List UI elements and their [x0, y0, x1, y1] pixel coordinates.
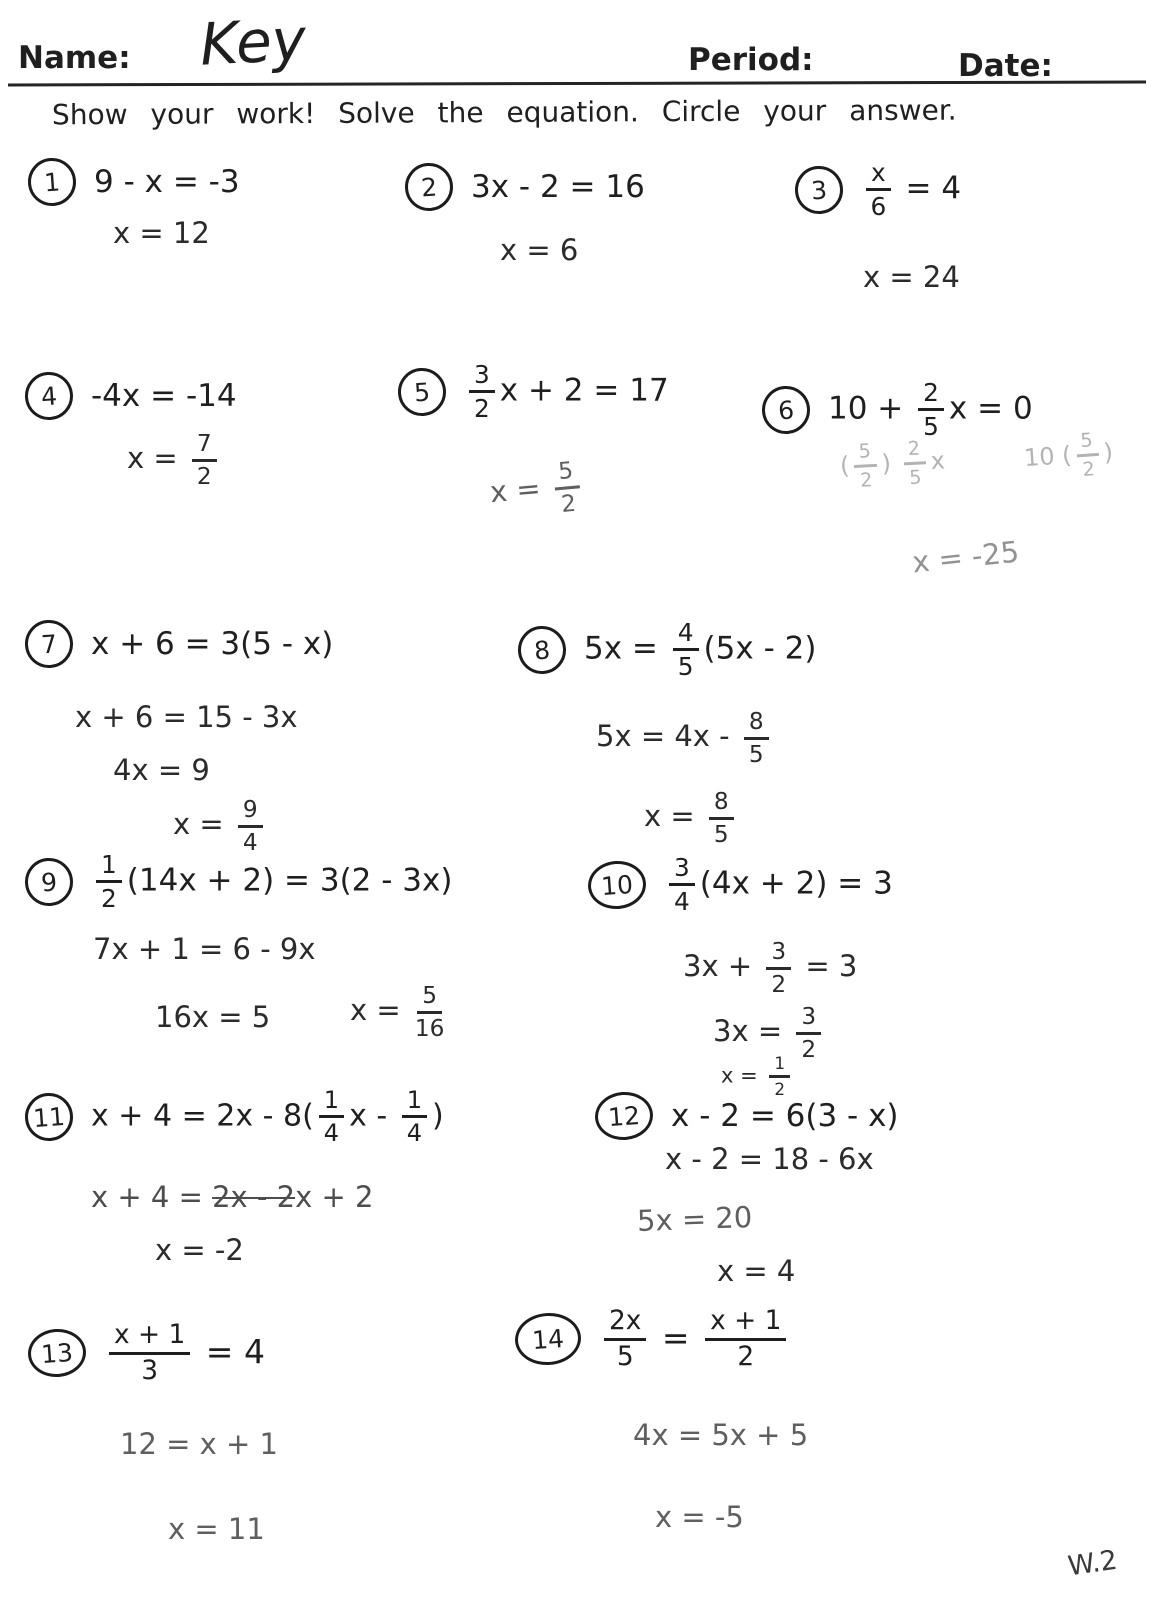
instruction-text: Show your work! Solve the equation. Circle your answer. [51, 93, 957, 132]
problem-10 [588, 853, 893, 1100]
problem-8-work-line-1: 5x = 4x - $\frac{8}{5}$ [596, 710, 774, 766]
problem-14-number-circled: 14 [513, 1311, 582, 1367]
problem-7-number-circled: 7 [23, 618, 74, 669]
problem-14-work-line-1: 4x = 5x + 5 [633, 1418, 809, 1452]
date-label: Date: [958, 48, 1053, 84]
problem-7-answer: x = $\frac{9}{4}$ [173, 798, 268, 854]
problem-14-statement [515, 1305, 791, 1372]
problem-6-work-line-2: 10 ( $\frac{5}{2}$ ) [1023, 428, 1114, 481]
problem-4-equation: -4x = -14 [91, 378, 237, 414]
problem-11-number-circled: 11 [23, 1091, 74, 1142]
problem-7-equation: x + 6 = 3(5 - x) [91, 626, 334, 662]
problem-4-answer: x = $\frac{7}{2}$ [127, 432, 222, 488]
problem-10-work-line-2: 3x = $\frac{3}{2}$ [713, 1005, 826, 1061]
problem-8-equation: 5x = $\frac{4}{5}$ (5x - 2) [584, 618, 817, 682]
problem-9-work-line-2: 16x = 5 [155, 1000, 271, 1034]
problem-6-number-circled: 6 [760, 384, 811, 435]
problem-1-number-circled: 1 [26, 156, 77, 207]
problem-1 [28, 158, 240, 250]
problem-14-equation: $\frac{2x}{5}$ = $\frac{x + 1}{2}$ [599, 1308, 791, 1371]
problem-6-work-line-1: ( $\frac{5}{2}$ ) $\frac{2}{5}$ x [839, 436, 946, 492]
problem-2-number-circled: 2 [403, 161, 454, 212]
problem-6 [762, 378, 1114, 580]
problem-13-equation: $\frac{x + 1}{3}$ = 4 [104, 1322, 265, 1385]
problem-3-equation: $\frac{x}{6}$ = 4 [861, 160, 961, 220]
problem-5-number-circled: 5 [396, 366, 447, 417]
problem-12-statement [595, 1092, 899, 1140]
problem-2 [405, 163, 645, 267]
problem-14-answer: x = -5 [655, 1500, 744, 1534]
problem-10-number-circled: 10 [586, 859, 647, 911]
problem-3-answer: x = 24 [863, 260, 960, 294]
name-label: Name: [18, 40, 131, 76]
problem-4-number-circled: 4 [23, 370, 74, 421]
problem-1-answer: x = 12 [113, 216, 210, 250]
problem-3-number-circled: 3 [793, 164, 844, 215]
problem-9-statement [25, 852, 452, 912]
problem-2-equation: 3x - 2 = 16 [471, 169, 645, 205]
problem-6-equation: 10 + $\frac{2}{5}$ x = 0 [828, 378, 1033, 442]
problem-13 [28, 1319, 278, 1546]
problem-8-number-circled: 8 [516, 624, 567, 675]
problem-2-answer: x = 6 [500, 233, 579, 267]
problem-8 [518, 618, 817, 848]
problem-5-answer: x = $\frac{5}{2}$ [488, 458, 587, 522]
problem-11-equation: x + 4 = 2x - 8( $\frac{1}{4}$ x - $\frac{1}{4}$ ) [91, 1086, 444, 1148]
problem-8-answer: x = $\frac{8}{5}$ [644, 790, 739, 846]
problem-13-statement [28, 1319, 265, 1386]
problem-12-number-circled: 12 [593, 1090, 654, 1142]
problem-5 [398, 360, 669, 518]
problem-7-work-line-2: 4x = 9 [113, 753, 210, 787]
name-underline [8, 81, 1146, 87]
period-label: Period: [688, 42, 814, 78]
problem-4-statement [25, 372, 237, 420]
problem-7 [25, 620, 334, 856]
problem-7-statement [25, 620, 333, 668]
problem-11-statement [25, 1088, 444, 1146]
problem-2-statement [405, 163, 645, 211]
problem-9-equation: $\frac{1}{2}$ (14x + 2) = 3(2 - 3x) [91, 852, 452, 912]
page-corner-note: W.2 [1066, 1544, 1120, 1583]
problem-10-equation: $\frac{3}{4}$ (4x + 2) = 3 [664, 855, 893, 915]
problem-6-answer: x = -25 [910, 534, 1021, 580]
problem-6-statement [762, 380, 1033, 440]
problem-12-equation: x - 2 = 6(3 - x) [671, 1098, 899, 1134]
problem-1-statement [28, 158, 240, 206]
problem-5-statement [398, 362, 669, 422]
problem-12-work-line-1: x - 2 = 18 - 6x [665, 1142, 874, 1176]
problem-3-statement [795, 160, 961, 220]
problem-7-work-line-1: x + 6 = 15 - 3x [75, 700, 298, 734]
problem-1-equation: 9 - x = -3 [94, 164, 240, 200]
problem-5-equation: $\frac{3}{2}$ x + 2 = 17 [464, 362, 669, 422]
problem-9-work-line-1: 7x + 1 = 6 - 9x [93, 932, 316, 966]
problem-4 [25, 372, 237, 490]
problem-9-number-circled: 9 [23, 856, 74, 907]
problem-10-statement [588, 855, 893, 915]
problem-11-answer: x = -2 [155, 1233, 244, 1267]
name-handwritten: Key [198, 5, 308, 79]
problem-14 [515, 1305, 809, 1534]
problem-9 [25, 850, 453, 1042]
problem-12-answer: x = 4 [717, 1254, 796, 1288]
problem-13-work-line-1: 12 = x + 1 [120, 1427, 278, 1461]
problem-12-work-line-2: 5x = 20 [636, 1199, 753, 1239]
problem-10-answer: x = $\frac{1}{2}$ [721, 1055, 795, 1098]
problem-9-answer: x = $\frac{5}{16}$ [350, 982, 445, 1042]
problem-13-answer: x = 11 [168, 1512, 265, 1546]
problem-11 [25, 1086, 444, 1267]
problem-10-work-line-1: 3x + $\frac{3}{2}$ = 3 [683, 938, 858, 998]
problem-8-statement [518, 620, 816, 680]
problem-3 [795, 158, 962, 294]
problem-11-work-line-1: x + 4 = 2x - 2x + 2 [91, 1180, 374, 1214]
problem-12 [595, 1092, 899, 1288]
problem-13-number-circled: 13 [26, 1327, 87, 1379]
